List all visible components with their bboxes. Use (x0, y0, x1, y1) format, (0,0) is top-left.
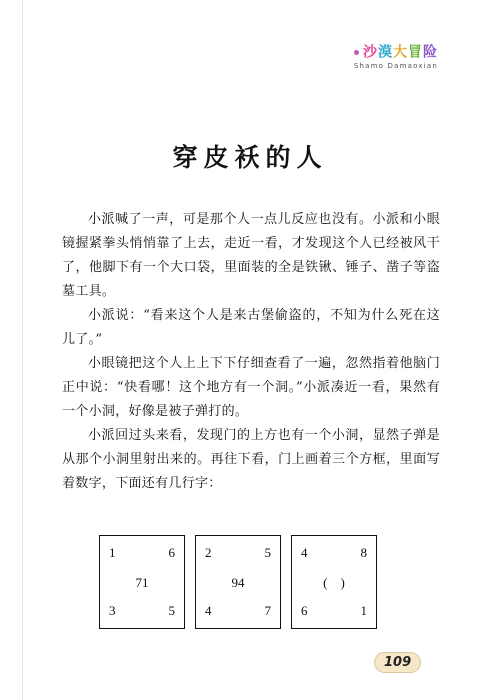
corner-number: 7 (264, 603, 271, 618)
corner-number: 2 (205, 545, 212, 560)
corner-number: 1 (360, 603, 367, 618)
center-number: 94 (231, 575, 245, 590)
series-subtitle: Shamo Damaoxian (353, 62, 438, 70)
body-text (62, 208, 440, 496)
center-blank: ( ) (323, 575, 345, 590)
page-number: 109 (374, 652, 421, 673)
corner-number: 8 (360, 545, 367, 560)
paragraph: 小派回过头来看，发现门的上方也有一个小洞，显然子弹是从那个小洞里射出来的。再往下看，门上画着三个方框，里面写着数字，下面还有几行字： (62, 428, 440, 491)
center-number: 71 (135, 575, 149, 590)
puzzle-box-3 (291, 535, 377, 629)
series-logo (354, 44, 438, 70)
corner-number: 4 (205, 603, 212, 618)
corner-number: 6 (301, 603, 308, 618)
corner-number: 3 (109, 603, 116, 618)
puzzle-box-1 (99, 535, 185, 629)
corner-number: 6 (168, 545, 175, 560)
corner-number: 5 (168, 603, 175, 618)
logo-dot-icon (354, 50, 359, 55)
chapter-title: 穿皮袄的人 (172, 143, 328, 172)
number-puzzle (99, 535, 401, 633)
corner-number: 4 (301, 545, 308, 560)
corner-number: 1 (109, 545, 116, 560)
corner-number: 5 (264, 545, 271, 560)
page-edge (22, 0, 23, 700)
paragraph: 小派说：“看来这个人是来古堡偷盗的，不知为什么死在这儿了。” (62, 308, 440, 347)
series-title: 沙漠大冒险 (363, 44, 438, 61)
paragraph: 小派喊了一声，可是那个人一点儿反应也没有。小派和小眼镜握紧拳头悄悄靠了上去，走近一看，才发现这个人已经被风干了，他脚下有一个大口袋，里面装的全是铁锹、锤子、凿子等盗墓工具。 (62, 212, 440, 299)
paragraph: 小眼镜把这个人上上下下仔细查看了一遍，忽然指着他脑门正中说：“快看哪！这个地方有一个洞。”小派凑近一看，果然有一个小洞，好像是被子弹打的。 (62, 356, 440, 419)
puzzle-box-2 (195, 535, 281, 629)
